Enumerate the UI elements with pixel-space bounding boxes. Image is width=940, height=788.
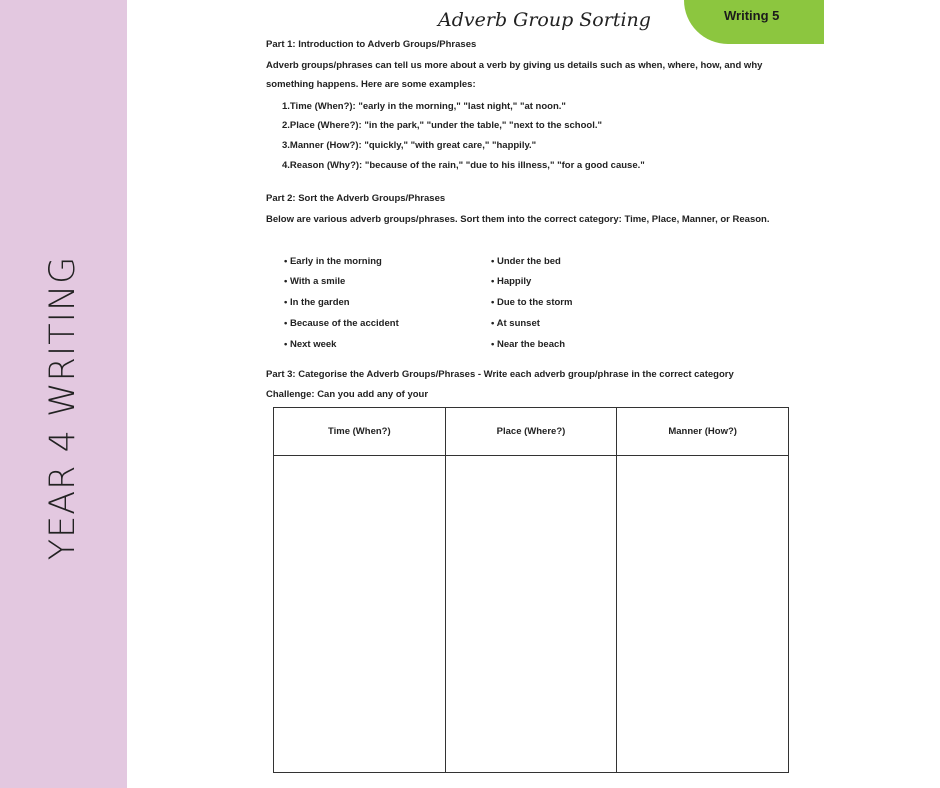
example-reason: 4.Reason (Why?): "because of the rain," "due to his illness," "for a good cause." [282,160,645,171]
list-item: • Early in the morning [284,256,382,268]
part1-heading: Part 1: Introduction to Adverb Groups/Phrases [266,39,477,50]
part3-heading: Part 3: Categorise the Adverb Groups/Phrases - Write each adverb group/phrase in the correct category [266,369,734,380]
example-manner: 3.Manner (How?): "quickly," "with great care," "happily." [282,140,537,151]
list-item: • Due to the storm [491,297,572,309]
list-item: • Near the beach [491,339,565,351]
answer-cell-manner[interactable] [617,456,789,773]
part1-intro: Adverb groups/phrases can tell us more about a verb by giving us details such as when, where, how, and why something happens. Here are some examples: [266,60,763,90]
answer-cell-time[interactable] [274,456,446,773]
column-header-time: Time (When?) [274,408,446,456]
list-item: • At sunset [491,318,540,330]
column-header-place: Place (Where?) [445,408,617,456]
sorting-table [273,407,789,773]
writing-badge-label: Writing 5 [724,8,780,23]
part2-heading: Part 2: Sort the Adverb Groups/Phrases [266,193,446,204]
sidebar-label: YEAR 4 WRITING [43,255,83,561]
column-header-manner: Manner (How?) [617,408,789,456]
list-item: • In the garden [284,297,350,309]
part2-intro: Below are various adverb groups/phrases. Sort them into the correct category: Time, Place, Manner, or Reason. [266,214,770,225]
example-time: 1.Time (When?): "early in the morning," "last night," "at noon." [282,101,566,112]
list-item: • With a smile [284,276,345,288]
example-place: 2.Place (Where?): "in the park," "under the table," "next to the school." [282,120,602,131]
list-item: • Happily [491,276,531,288]
list-item: • Under the bed [491,256,561,268]
part3-challenge: Challenge: Can you add any of your [266,389,429,400]
sidebar [0,0,127,788]
list-item: • Because of the accident [284,318,399,330]
writing-badge [684,0,824,44]
worksheet-title: Adverb Group Sorting [438,9,651,31]
list-item: • Next week [284,339,336,351]
answer-cell-place[interactable] [445,456,617,773]
